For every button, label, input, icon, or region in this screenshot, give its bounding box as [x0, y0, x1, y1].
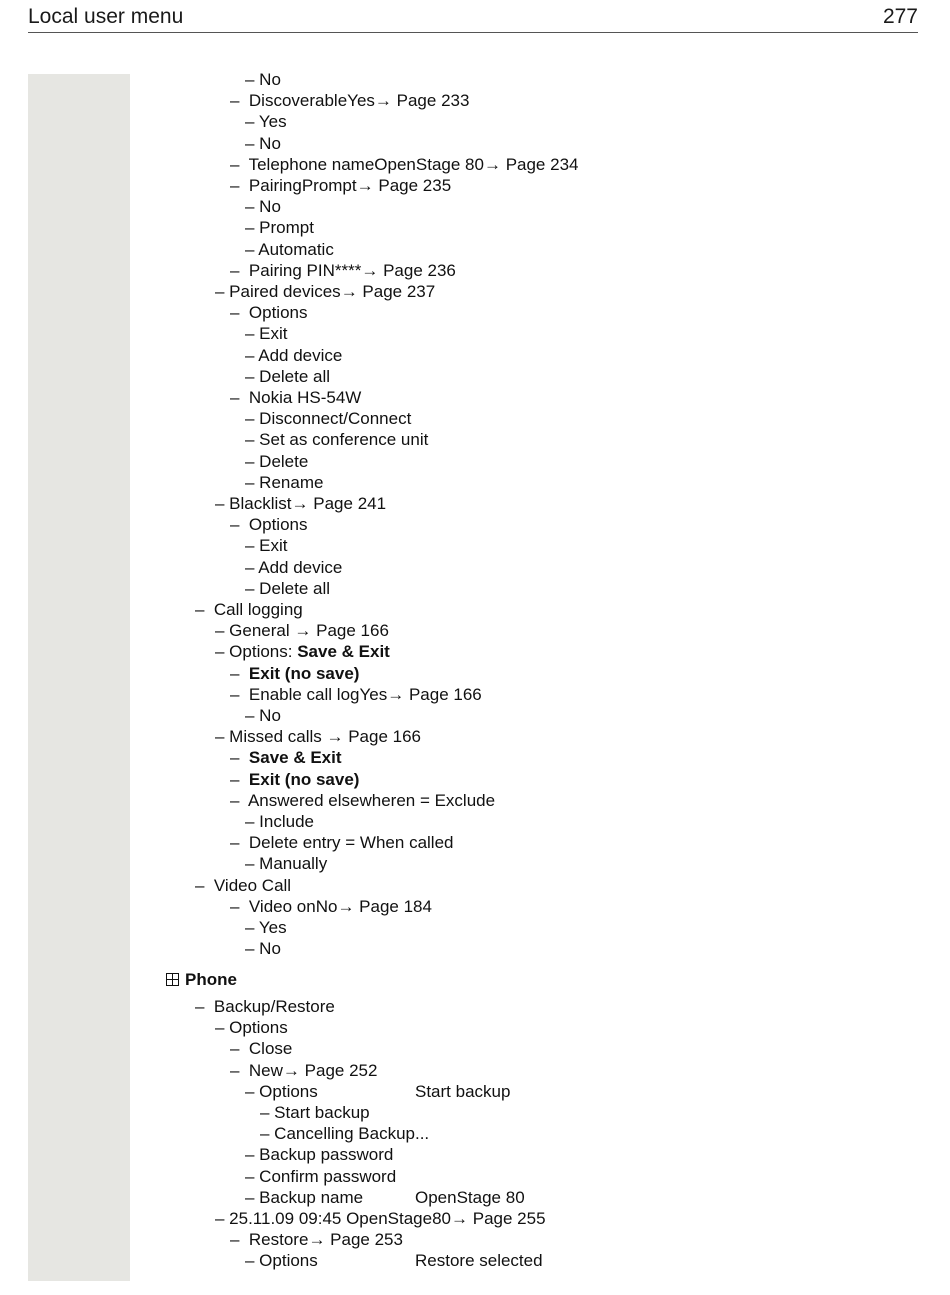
menu-item: [230, 684, 482, 705]
menu-item-label: – Options: [230, 303, 308, 323]
menu-item-bold-label: Save & Exit: [248, 748, 342, 768]
menu-item-label: – Options: [230, 515, 308, 535]
menu-item-label: – Restore: [230, 1230, 309, 1250]
menu-item: [215, 1017, 288, 1038]
menu-item-label: – Cancelling Backup...: [260, 1124, 430, 1144]
menu-item-bold-label: Exit (no save): [248, 769, 360, 789]
menu-item: [215, 641, 390, 662]
menu-item-bold-label: Save & Exit: [297, 642, 390, 662]
menu-item-label: – Options: [245, 1251, 318, 1271]
menu-item-label: – Call logging: [195, 600, 303, 619]
menu-item: [245, 578, 330, 599]
menu-item: [215, 1208, 546, 1229]
menu-item: [245, 345, 342, 366]
menu-item-label: – Exit: [245, 324, 288, 344]
menu-item: [245, 323, 288, 344]
menu-item-label: – Rename: [245, 472, 324, 492]
menu-item: [245, 239, 334, 260]
section-heading-phone: [166, 969, 237, 990]
arrow-right-icon: →: [308, 1230, 331, 1250]
arrow-right-icon: →: [361, 260, 384, 280]
menu-item-label: – Missed calls: [215, 727, 327, 747]
menu-item: [245, 451, 308, 472]
menu-item-label: – Telephone nameOpenStage 80: [230, 154, 484, 174]
menu-item-label: – Options: [215, 1018, 288, 1038]
arrow-right-icon: →: [356, 176, 379, 195]
menu-item: [245, 938, 281, 959]
menu-item-label: –: [230, 769, 249, 789]
menu-item-label: – No: [245, 197, 281, 217]
menu-item: [245, 111, 287, 132]
arrow-right-icon: →: [451, 1209, 473, 1228]
menu-item-label: – Backup password: [245, 1145, 394, 1165]
arrow-right-icon: →: [282, 1060, 305, 1080]
menu-item: [260, 1102, 370, 1123]
menu-item: [215, 493, 386, 514]
menu-item: [245, 557, 342, 578]
menu-item: [230, 90, 469, 111]
page-reference: Page 237: [362, 282, 436, 301]
menu-item-label: – Pairing PIN****: [230, 260, 362, 280]
menu-item: [230, 387, 361, 408]
menu-item-label: – Delete all: [245, 578, 331, 598]
menu-item-label: – Set as conference unit: [245, 430, 429, 450]
menu-item-label: – Delete all: [245, 366, 331, 386]
menu-item-label: – 25.11.09 09:45 OpenStage80: [215, 1209, 451, 1228]
menu-item-label: – PairingPrompt: [230, 176, 357, 195]
menu-item: [245, 429, 428, 450]
header-rule: [28, 32, 918, 33]
menu-item: [195, 599, 303, 620]
arrow-right-icon: →: [483, 154, 506, 174]
page-reference: Page 166: [348, 727, 422, 747]
menu-item-label: – Manually: [245, 854, 328, 874]
menu-item: [245, 1187, 525, 1208]
menu-item-value: OpenStage 80: [415, 1187, 525, 1207]
menu-item-label: – New: [230, 1060, 283, 1080]
menu-item: [230, 769, 359, 790]
page-reference: Page 236: [383, 260, 456, 280]
menu-item: [245, 1144, 393, 1165]
menu-item: [195, 875, 291, 896]
menu-item: [245, 1166, 396, 1187]
menu-item-value: Start backup: [415, 1081, 511, 1101]
menu-item-label: –: [230, 663, 249, 683]
menu-item: [245, 1081, 511, 1102]
menu-item-label: – Close: [230, 1039, 293, 1059]
menu-item: [230, 302, 308, 323]
page-reference: Page 255: [472, 1209, 546, 1228]
page-reference: Page 166: [316, 621, 389, 641]
section-label: Phone: [185, 970, 237, 989]
menu-item: [215, 620, 389, 641]
menu-item-label: –: [230, 748, 249, 768]
menu-item-label: – Paired devices: [215, 282, 341, 301]
menu-item: [245, 217, 314, 238]
menu-item-label: – General: [215, 621, 295, 641]
menu-item: [245, 535, 288, 556]
menu-item-label: – Yes: [245, 918, 287, 937]
arrow-right-icon: →: [326, 727, 349, 747]
menu-item: [215, 726, 421, 747]
menu-item: [245, 133, 281, 154]
page-reference: Page 253: [330, 1230, 403, 1250]
menu-item-label: – No: [245, 706, 281, 725]
header-title: Local user menu: [28, 5, 184, 28]
menu-item: [245, 366, 330, 387]
expand-box-icon: [166, 973, 179, 986]
menu-item: [230, 260, 456, 281]
menu-item: [245, 811, 314, 832]
menu-item-label: – Enable call logYes: [230, 684, 388, 704]
menu-item: [230, 1229, 403, 1250]
menu-item-label: – DiscoverableYes: [230, 91, 375, 111]
menu-item-label: – No: [245, 939, 281, 959]
menu-item: [230, 663, 359, 684]
menu-item: [245, 472, 323, 493]
page-reference: Page 184: [359, 896, 432, 916]
menu-item: [230, 1060, 377, 1081]
menu-item-label: – Options: [245, 1081, 318, 1101]
menu-item-label: – Include: [245, 812, 314, 831]
page-reference: Page 234: [505, 154, 579, 174]
page-reference: Page 235: [378, 176, 452, 195]
menu-item-label: – No: [245, 133, 281, 153]
menu-item-label: – Prompt: [245, 218, 314, 238]
page-reference: Page 252: [304, 1060, 378, 1080]
menu-item-label: – Backup/Restore: [195, 997, 335, 1016]
arrow-right-icon: →: [291, 494, 314, 513]
arrow-right-icon: →: [340, 282, 363, 301]
menu-item: [245, 853, 327, 874]
arrow-right-icon: →: [294, 621, 317, 641]
menu-item: [245, 705, 281, 726]
menu-item: [230, 896, 432, 917]
menu-item-label: – Confirm password: [245, 1166, 397, 1186]
menu-item: [245, 1250, 543, 1271]
menu-item-label: – Exit: [245, 536, 288, 556]
menu-item-label: – Disconnect/Connect: [245, 409, 412, 429]
menu-item: [195, 996, 335, 1017]
menu-item: [230, 514, 308, 535]
menu-item: [245, 69, 281, 90]
menu-item-label: – Start backup: [260, 1103, 370, 1122]
arrow-right-icon: →: [337, 896, 360, 916]
menu-item: [215, 281, 435, 302]
menu-item-value: Restore selected: [415, 1251, 543, 1271]
sidebar-bar: [28, 74, 130, 1281]
arrow-right-icon: →: [374, 91, 397, 111]
menu-item-label: – Delete: [245, 451, 309, 471]
menu-item-label: – Options:: [215, 642, 298, 662]
menu-item-label: – Add device: [245, 557, 343, 577]
page-reference: Page 241: [313, 494, 387, 513]
menu-item-label: – Video Call: [195, 875, 292, 895]
page-reference: Page 233: [396, 91, 470, 111]
menu-item-label: – Yes: [245, 112, 287, 132]
menu-item: [245, 408, 411, 429]
menu-item: [230, 1038, 292, 1059]
menu-item-label: – Blacklist: [215, 494, 292, 513]
menu-item: [230, 175, 451, 196]
menu-item: [245, 917, 287, 938]
page-number: 277: [882, 5, 918, 28]
menu-item: [230, 832, 453, 853]
menu-item-label: – Video onNo: [230, 896, 338, 916]
menu-item: [230, 790, 495, 811]
menu-item-label: – No: [245, 70, 281, 89]
page-reference: Page 166: [408, 684, 482, 704]
menu-item: [230, 154, 578, 175]
menu-item-label: – Add device: [245, 345, 343, 365]
menu-item-label: – Nokia HS-54W: [230, 388, 362, 407]
menu-item-label: – Answered elsewheren = Exclude: [230, 790, 496, 810]
menu-item: [260, 1123, 429, 1144]
arrow-right-icon: →: [387, 684, 409, 704]
menu-item-label: – Automatic: [245, 239, 334, 259]
menu-item: [245, 196, 281, 217]
menu-item-label: – Delete entry = When called: [230, 833, 454, 853]
menu-item: [230, 747, 342, 768]
menu-item-bold-label: Exit (no save): [248, 663, 360, 683]
menu-item-label: – Backup name: [245, 1187, 364, 1207]
